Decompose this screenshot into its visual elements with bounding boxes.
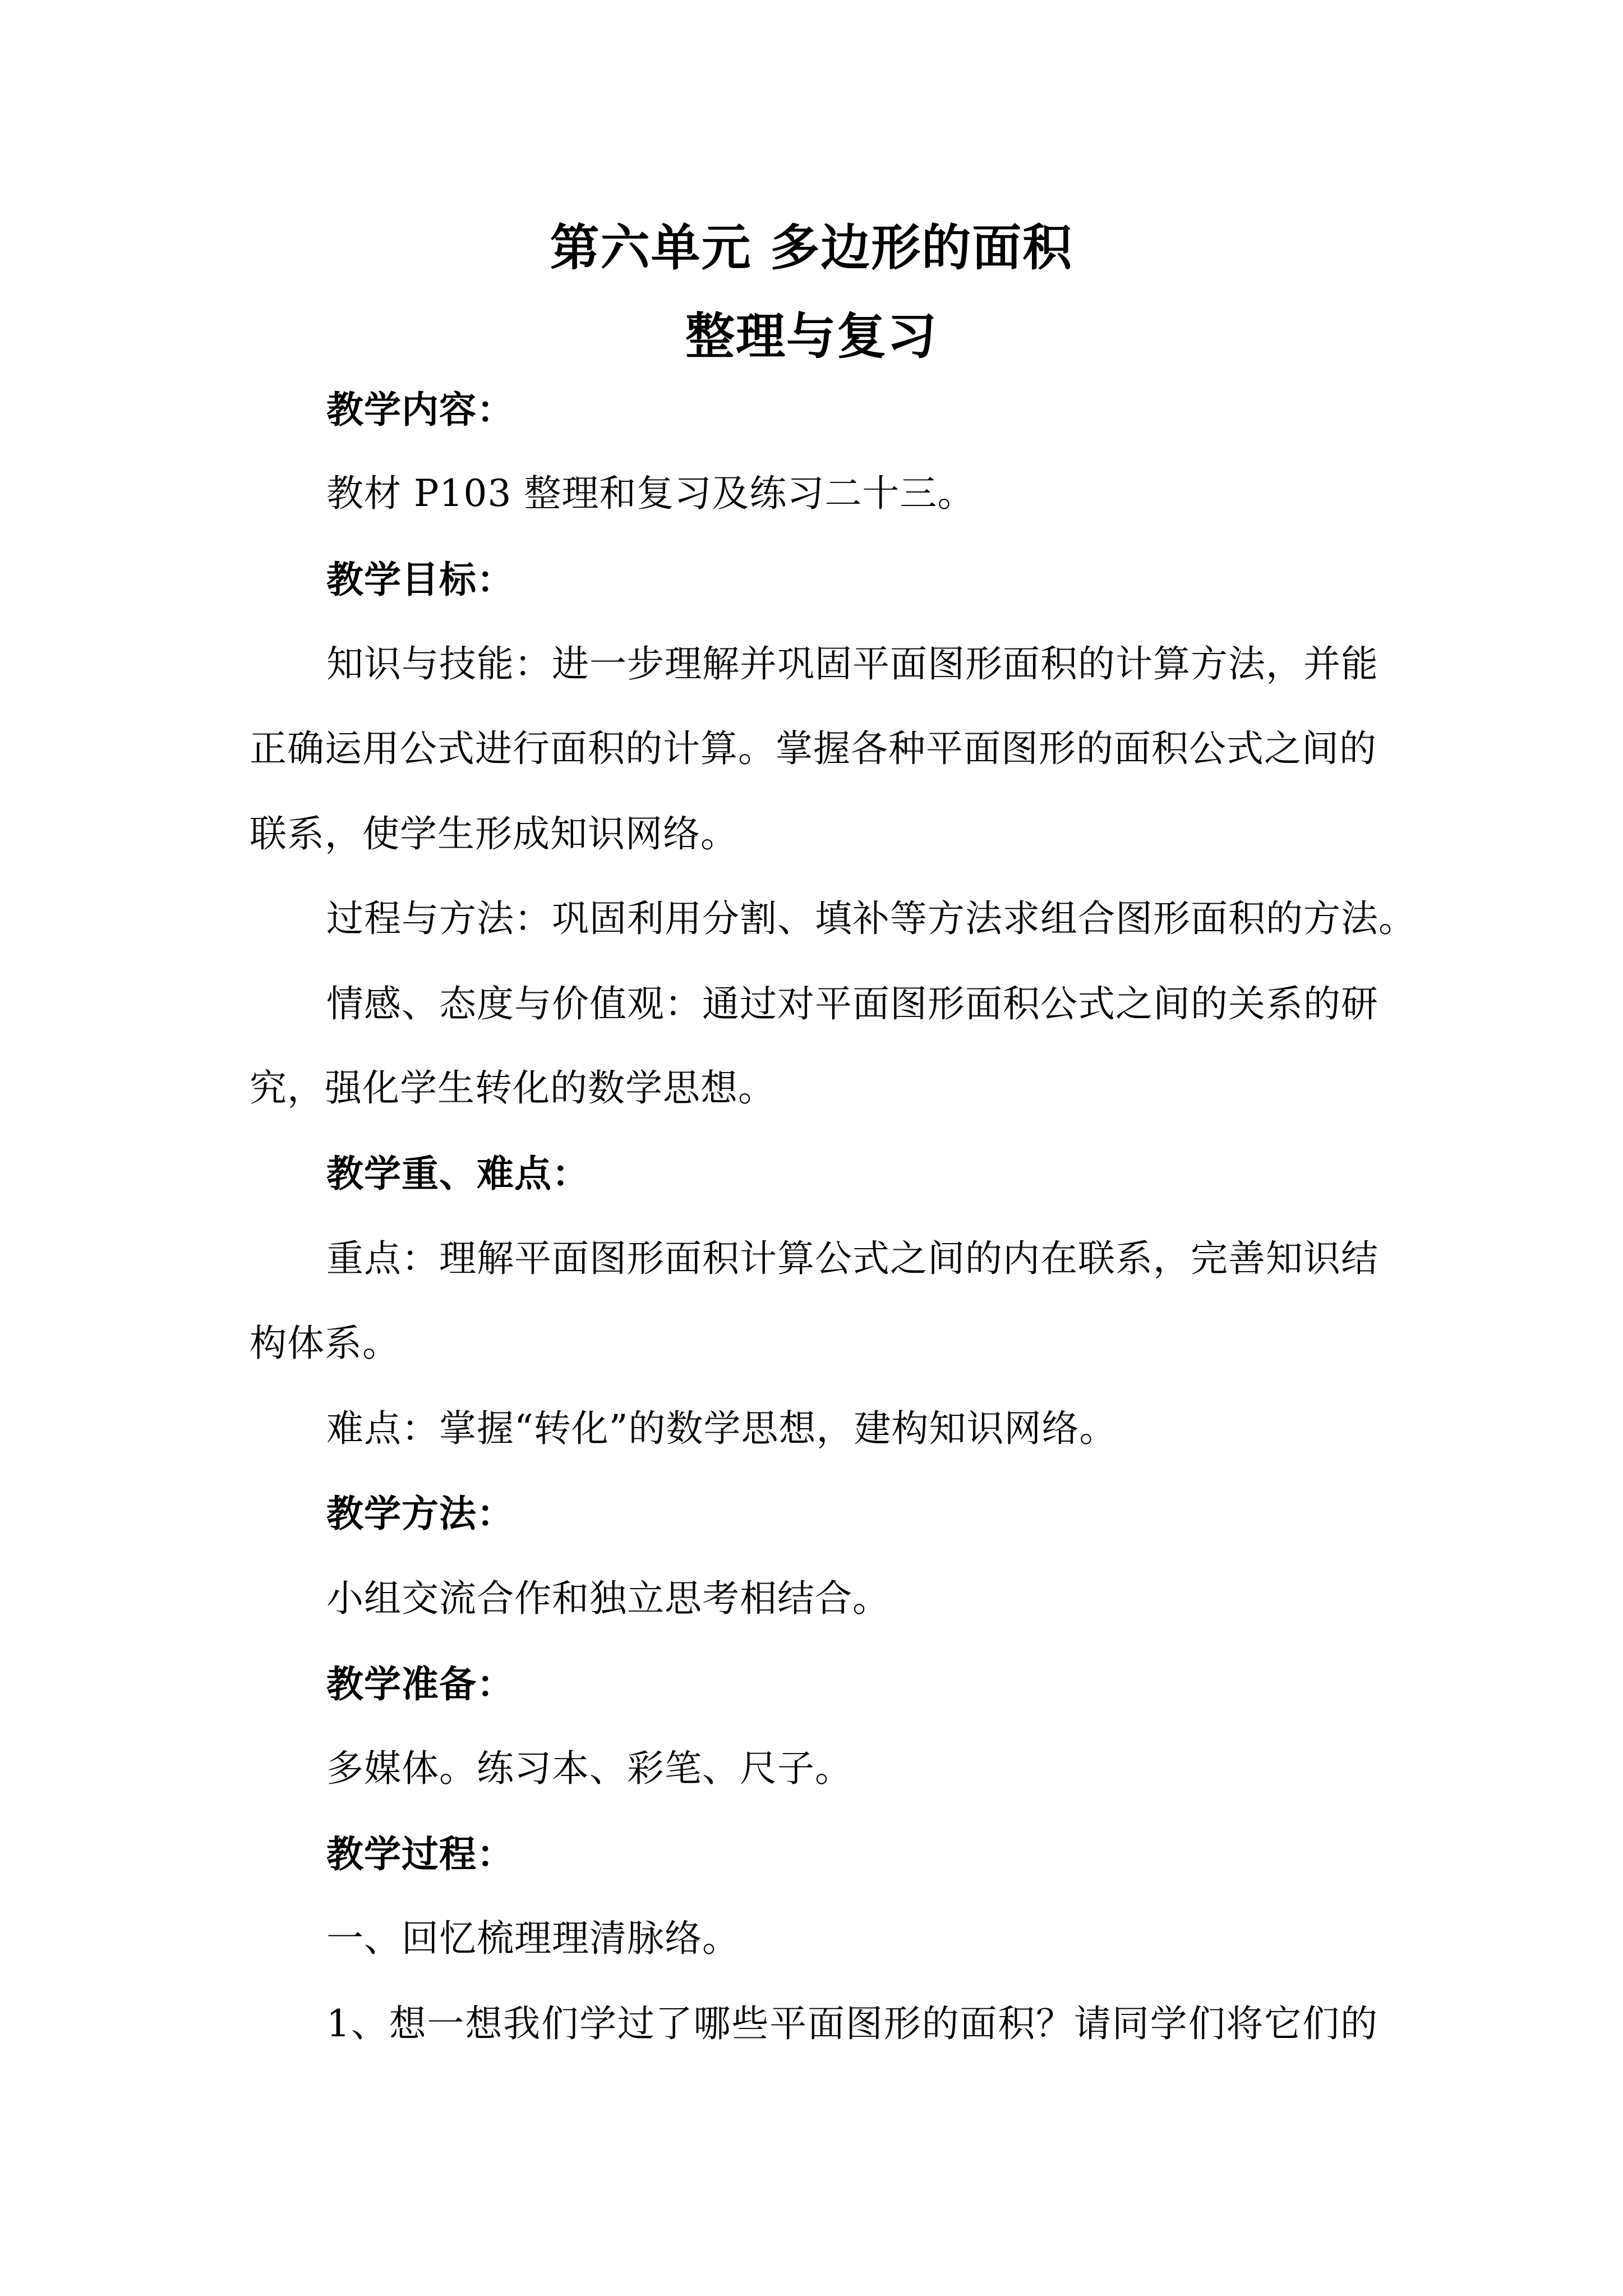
process-heading: 教学过程：: [326, 1832, 514, 1876]
key-heading: 教学重、难点：: [326, 1152, 589, 1195]
method-heading: 教学方法：: [326, 1492, 514, 1535]
key-point-line-1: 重点：理解平面图形面积计算公式之间的内在联系，完善知识结: [326, 1237, 1378, 1280]
goal-knowledge-line-3: 联系，使学生形成知识网络。: [250, 812, 738, 855]
goal-emotion-line-1: 情感、态度与价值观：通过对平面图形面积公式之间的关系的研: [326, 982, 1378, 1025]
process-question-1: 1、想一想我们学过了哪些平面图形的面积？请同学们将它们的: [326, 2002, 1378, 2045]
document-title: 第六单元 多边形的面积: [550, 218, 1073, 277]
goal-knowledge-line-1: 知识与技能：进一步理解并巩固平面图形面积的计算方法，并能: [326, 642, 1378, 685]
goal-knowledge-line-2: 正确运用公式进行面积的计算。掌握各种平面图形的面积公式之间的: [250, 727, 1377, 770]
goals-heading: 教学目标：: [326, 558, 514, 601]
key-point-line-2: 构体系。: [250, 1322, 400, 1365]
prep-heading: 教学准备：: [326, 1662, 514, 1706]
goal-process: 过程与方法：巩固利用分割、填补等方法求组合图形面积的方法。: [326, 897, 1416, 940]
difficulty-text: 难点：掌握“转化”的数学思想，建构知识网络。: [326, 1407, 1117, 1450]
content-text: 教材 P103 整理和复习及练习二十三。: [326, 472, 975, 515]
document-subtitle: 整理与复习: [685, 307, 938, 365]
prep-text: 多媒体。练习本、彩笔、尺子。: [326, 1747, 852, 1790]
content-heading: 教学内容：: [326, 388, 514, 431]
method-text: 小组交流合作和独立思考相结合。: [326, 1577, 890, 1620]
process-step-1: 一、回忆梳理理清脉络。: [326, 1917, 740, 1960]
goal-emotion-line-2: 究，强化学生转化的数学思想。: [250, 1066, 776, 1110]
